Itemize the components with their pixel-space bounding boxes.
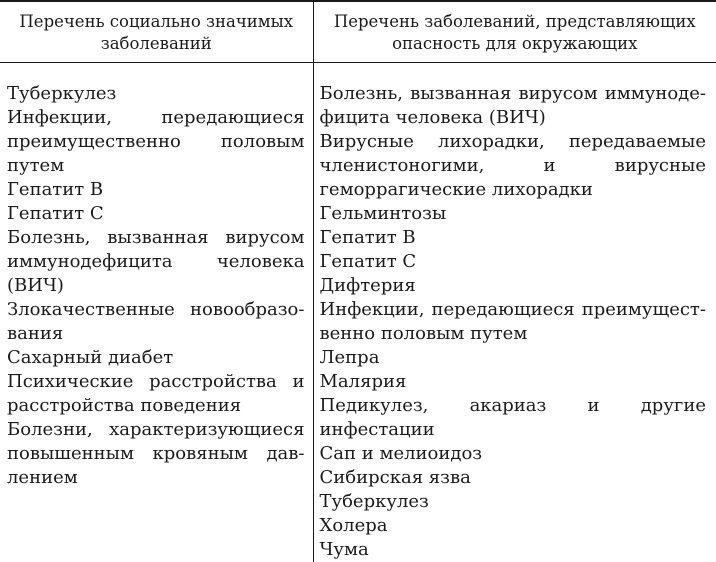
list-item: Гепатит В xyxy=(320,226,707,250)
list-item: Дифтерия xyxy=(320,274,707,298)
list-item: Туберкулез xyxy=(320,490,707,514)
list-item: Инфекции, передающиеся преимущественно половым путем xyxy=(7,106,305,178)
list-item: Гепатит В xyxy=(7,178,305,202)
list-item: Туберкулез xyxy=(7,82,305,106)
list-item: Гепатит С xyxy=(320,250,707,274)
list-item: Малярия xyxy=(320,370,707,394)
list-item: Болезнь, вызванная вирусом иммунодефицита человека (ВИЧ) xyxy=(7,226,305,298)
list-item: Лепра xyxy=(320,346,707,370)
header-socially-significant-diseases: Перечень социально значимых заболеваний xyxy=(0,1,313,63)
list-item: Болезнь, вызванная вирусом иммунодефицита человека (ВИЧ) xyxy=(320,82,707,130)
list-item: Гельминтозы xyxy=(320,202,707,226)
header-diseases-dangerous-to-others: Перечень заболеваний, представляющих опасность для окружающих xyxy=(313,1,716,63)
list-item: Чума xyxy=(320,538,707,562)
list-item: Злокачественные новообразования xyxy=(7,298,305,346)
left-column xyxy=(0,63,313,562)
list-item: Сап и мелиоидоз xyxy=(320,442,707,466)
list-item: Педикулез, акариаз и другие инфестации xyxy=(320,394,707,442)
list-item: Психические расстройства и расстройства поведения xyxy=(7,370,305,418)
list-item: Сахарный диабет xyxy=(7,346,305,370)
list-item: Вирусные лихорадки, передаваемые членистоногими, и вирусные геморрагические лихорадки xyxy=(320,130,707,202)
right-column xyxy=(313,63,716,562)
list-item: Болезни, характеризующиеся повышенным кровяным давлением xyxy=(7,418,305,490)
table-header-row xyxy=(0,1,716,63)
list-item: Гепатит С xyxy=(7,202,305,226)
list-item: Холера xyxy=(320,514,707,538)
list-item: Инфекции, передающиеся преимущественно половым путем xyxy=(320,298,707,346)
list-item: Сибирская язва xyxy=(320,466,707,490)
table-body-row xyxy=(0,63,716,562)
